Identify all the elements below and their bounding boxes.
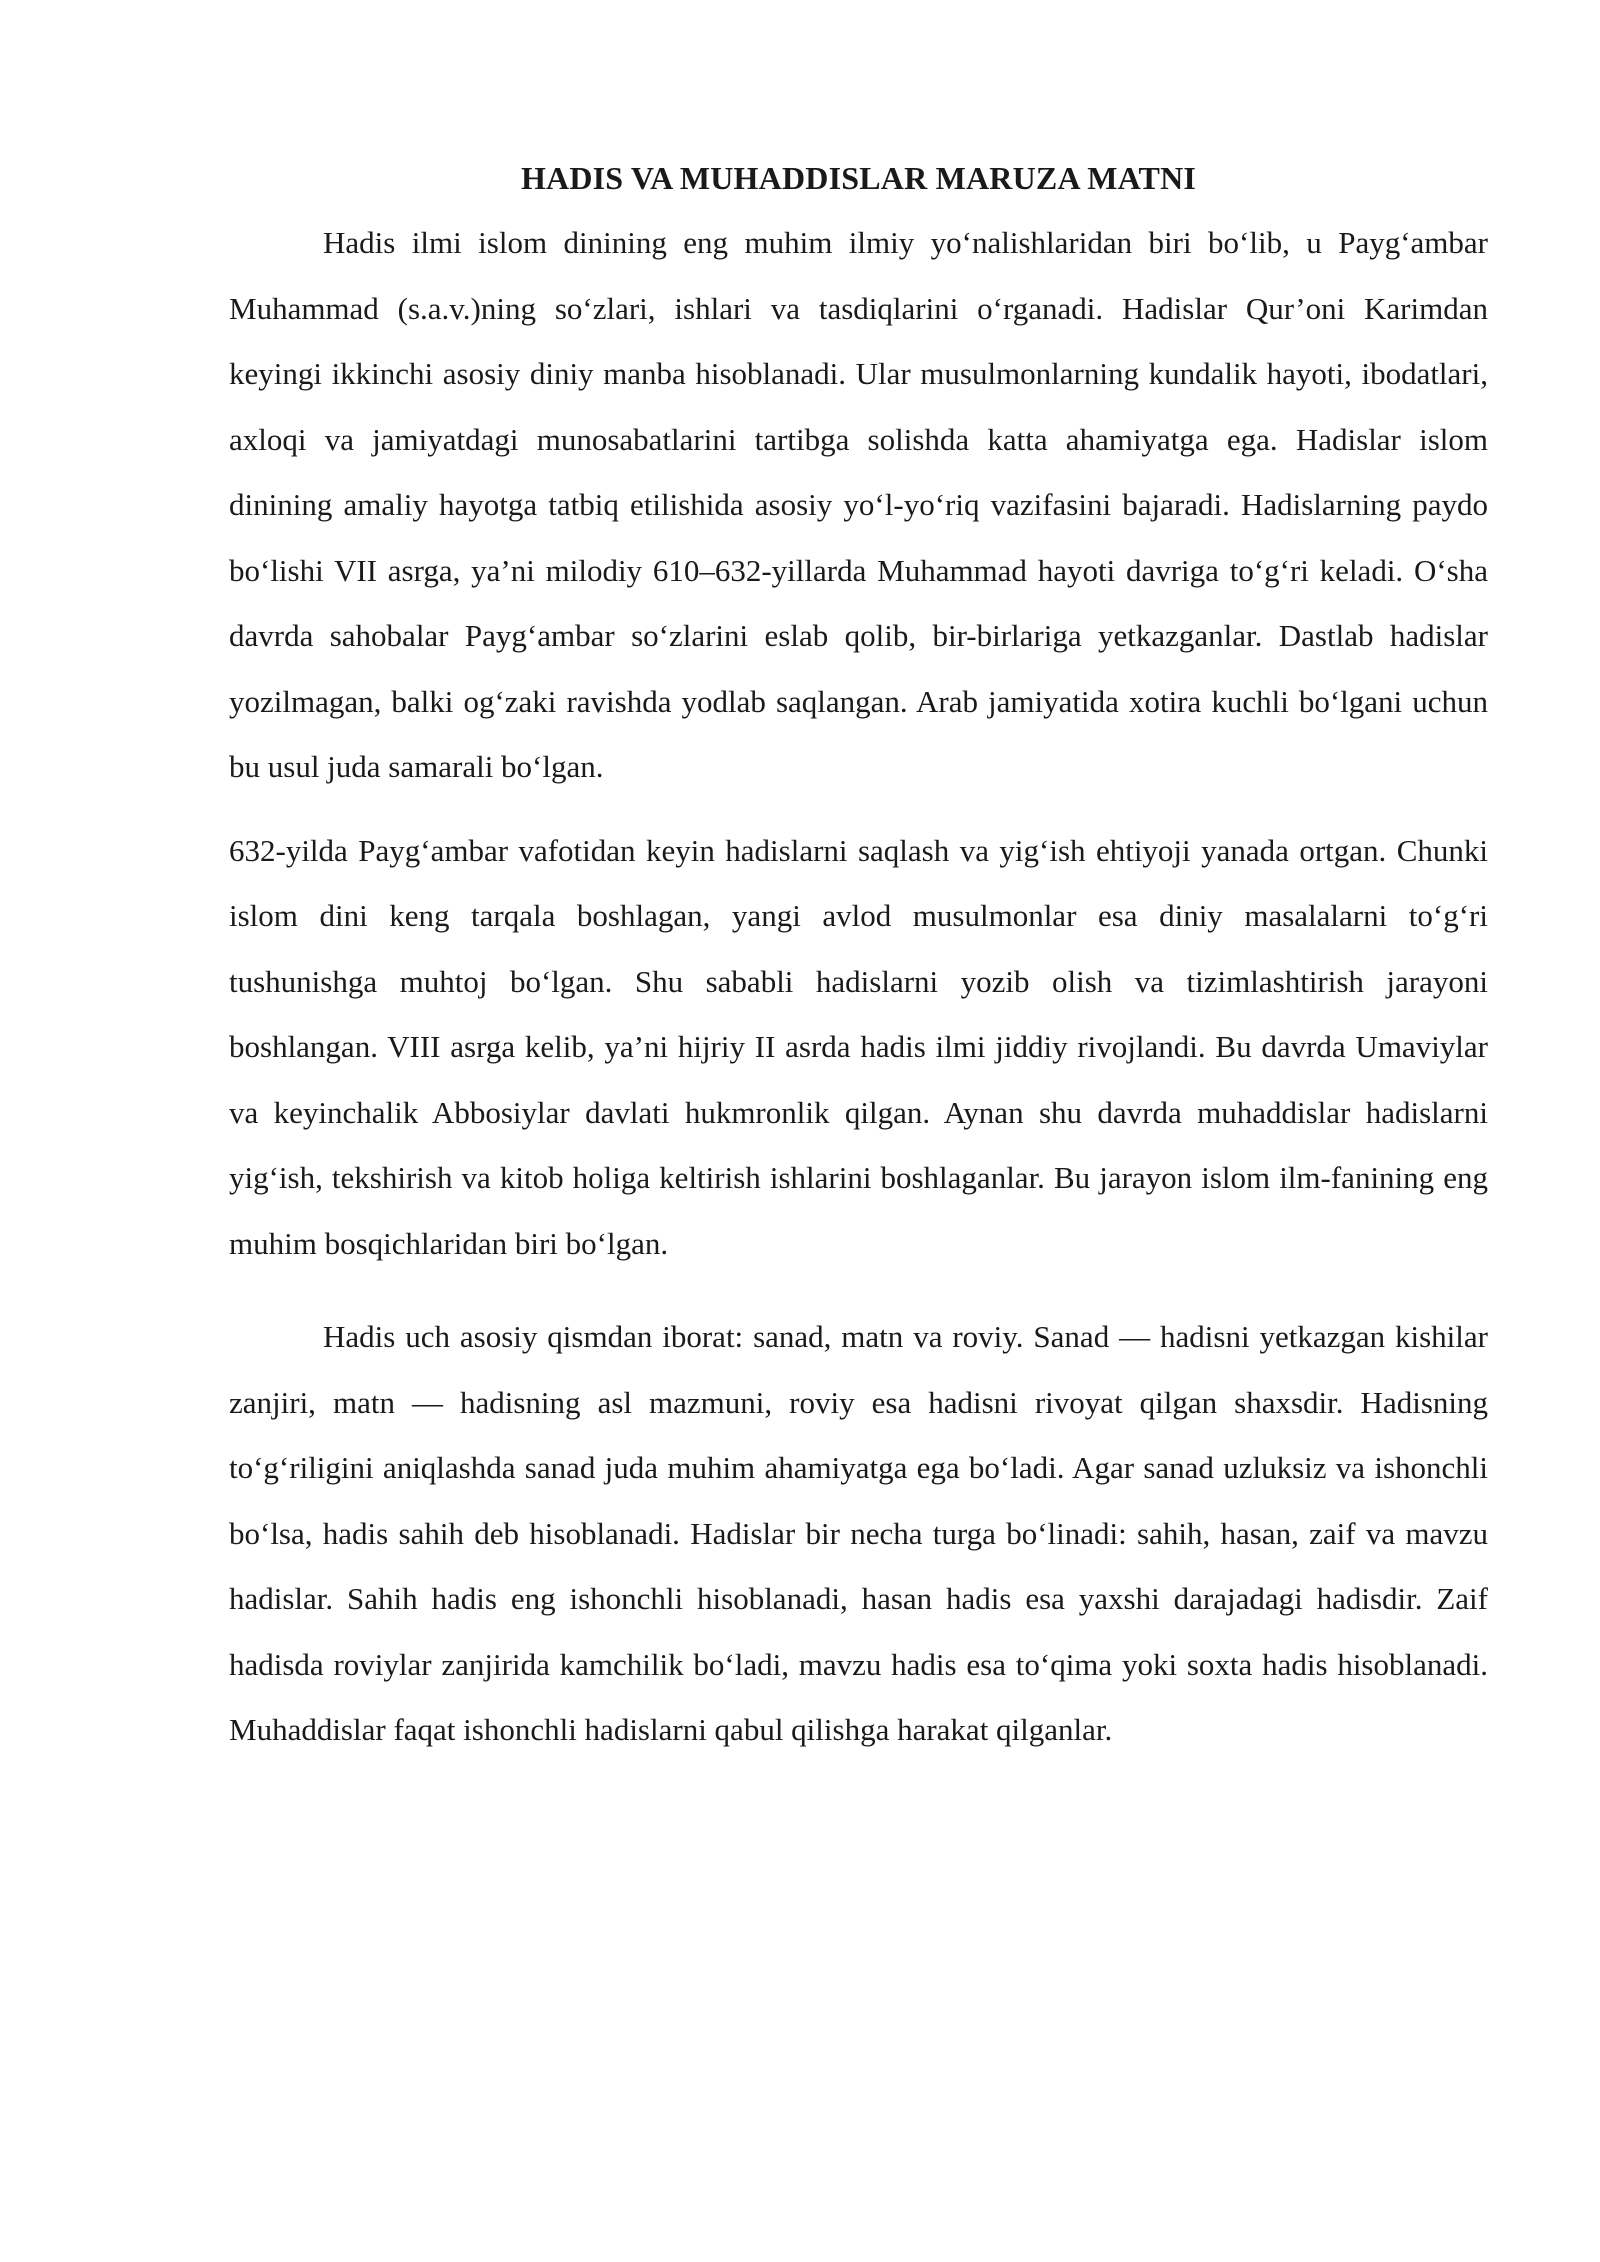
paragraph-hadis-ilmi: Hadis ilmi islom dinining eng muhim ilmiy yo‘nalishlaridan biri bo‘lib, u Payg‘ambar Muhammad (s.a.v.)ning so‘zlari, ishlari va tasdiqlarini o‘rganadi. Hadislar Qur’oni Karimdan keyingi ikkinchi asosiy diniy manba hisoblanadi. Ular musulmonlarning kundalik hayoti, ibodatlari, axloqi va jamiyatdagi munosabatlarini tartibga solishda katta ahamiyatga ega. Hadislar islom dinining amaliy hayotga tatbiq etilishida asosiy yo‘l-yo‘riq vazifasini bajaradi. Hadislarning paydo bo‘lishi VII asrga, ya’ni milodiy 610–632-yillarda Muhammad hayoti davriga to‘g‘ri keladi. O‘sha davrda sahobalar Payg‘ambar so‘zlarini eslab qolib, bir-birlariga yetkazganlar. Dastlab hadislar yozilmagan, balki og‘zaki ravishda yodlab saqlangan. Arab jamiyatida xotira kuchli bo‘lgani uchun bu usul juda samarali bo‘lgan. xyxy=(229,225,1488,784)
paragraph-hadis-history: 632-yilda Payg‘ambar vafotidan keyin hadislarni saqlash va yig‘ish ehtiyoji yanada ortgan. Chunki islom dini keng tarqala boshlagan, yangi avlod musulmonlar esa diniy masalalarni to‘g‘ri tushunishga muhtoj bo‘lgan. Shu sababli hadislarni yozib olish va tizimlashtirish jarayoni boshlangan. VIII asrga kelib, ya’ni hijriy II asrda hadis ilmi jiddiy rivojlandi. Bu davrda Umaviylar va keyinchalik Abbosiylar davlati hukmronlik qilgan. Aynan shu davrda muhaddislar hadislarni yig‘ish, tekshirish va kitob holiga keltirish ishlarini boshlaganlar. Bu jarayon islom ilm-fanining eng muhim bosqichlaridan biri bo‘lgan. xyxy=(229,832,1488,1261)
document-title: HADIS VA MUHADDISLAR MARUZA MATNI xyxy=(520,160,1197,196)
paragraph-hadis-structure: Hadis uch asosiy qismdan iborat: sanad, matn va roviy. Sanad — hadisni yetkazgan kishilar zanjiri, matn — hadisning asl mazmuni, roviy esa hadisni rivoyat qilgan shaxsdir. Hadisning to‘g‘riligini aniqlashda sanad juda muhim ahamiyatga ega bo‘ladi. Agar sanad uzluksiz va ishonchli bo‘lsa, hadis sahih deb hisoblanadi. Hadislar bir necha turga bo‘linadi: sahih, hasan, zaif va mavzu hadislar. Sahih hadis eng ishonchli hisoblanadi, hasan hadis esa yaxshi darajadagi hadisdir. Zaif hadisda roviylar zanjirida kamchilik bo‘ladi, mavzu hadis esa to‘qima yoki soxta hadis hisoblanadi. Muhaddislar faqat ishonchli hadislarni qabul qilishga harakat qilganlar. xyxy=(229,1319,1488,1747)
document-body xyxy=(229,148,1488,1763)
